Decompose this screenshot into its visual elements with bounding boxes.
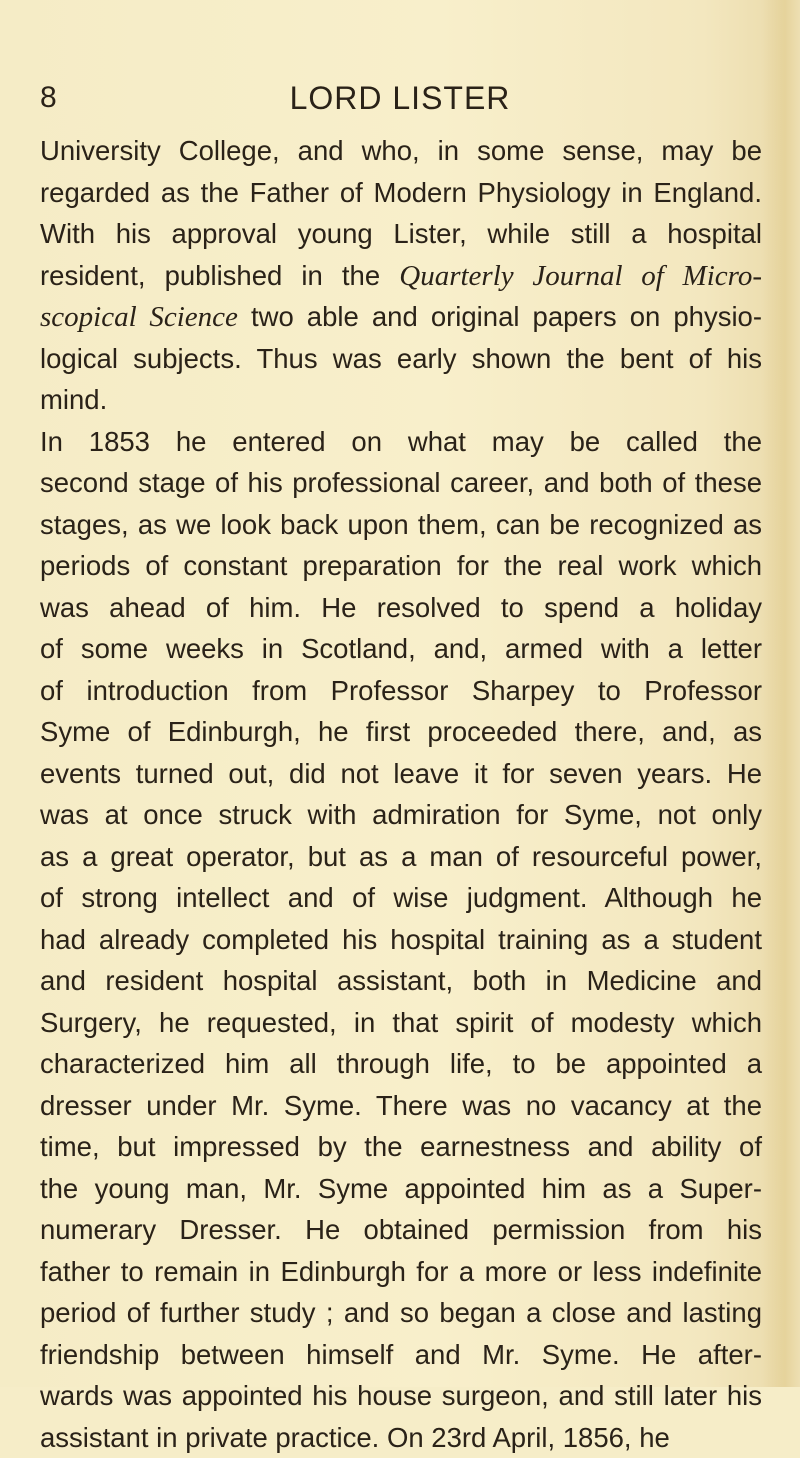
text-line: was ahead of him. He resolved to spend a holiday [40,587,762,629]
text-line: period of further study ; and so began a close and lasting [40,1292,762,1334]
text-line: time, but impressed by the earnestness and ability of [40,1126,762,1168]
body-text [40,130,762,1458]
text-line: father to remain in Edinburgh for a more or less indefinite [40,1251,762,1293]
text-line: Surgery, he requested, in that spirit of modesty which [40,1002,762,1044]
text-line: as a great operator, but as a man of resourceful power, [40,836,762,878]
running-head: LORD LISTER [40,78,760,118]
text-line: assistant in private practice. On 23rd April, 1856, he [40,1417,762,1458]
text-line: stages, as we look back upon them, can be recognized as [40,504,762,546]
text-line: wards was appointed his house surgeon, and still later his [40,1375,762,1417]
text-line: logical subjects. Thus was early shown the bent of his [40,338,762,380]
text-line: Syme of Edinburgh, he first proceeded there, and, as [40,711,762,753]
text-line: periods of constant preparation for the real work which [40,545,762,587]
text-line: scopical Science two able and original papers on physio- [40,296,762,338]
text-line: of strong intellect and of wise judgment. Although he [40,877,762,919]
text-line: regarded as the Father of Modern Physiology in England. [40,172,762,214]
text-line: of introduction from Professor Sharpey to Professor [40,670,762,712]
text-line: With his approval young Lister, while still a hospital [40,213,762,255]
text-line: University College, and who, in some sense, may be [40,130,762,172]
text-line: of some weeks in Scotland, and, armed with a letter [40,628,762,670]
text-line: the young man, Mr. Syme appointed him as a Super- [40,1168,762,1210]
text-line: In 1853 he entered on what may be called the [40,421,762,463]
text-line: dresser under Mr. Syme. There was no vacancy at the [40,1085,762,1127]
text-line: mind. [40,379,762,421]
text-line: numerary Dresser. He obtained permission from his [40,1209,762,1251]
text-line: resident, published in the Quarterly Journal of Micro- [40,255,762,297]
text-line: was at once struck with admiration for Syme, not only [40,794,762,836]
text-line: and resident hospital assistant, both in Medicine and [40,960,762,1002]
text-line: events turned out, did not leave it for seven years. He [40,753,762,795]
text-line: second stage of his professional career, and both of these [40,462,762,504]
text-line: characterized him all through life, to be appointed a [40,1043,762,1085]
text-line: had already completed his hospital training as a student [40,919,762,961]
page-number: 8 [40,78,57,118]
page-edge-shadow [762,0,800,1387]
page-header [40,78,760,122]
text-line: friendship between himself and Mr. Syme. He after- [40,1334,762,1376]
